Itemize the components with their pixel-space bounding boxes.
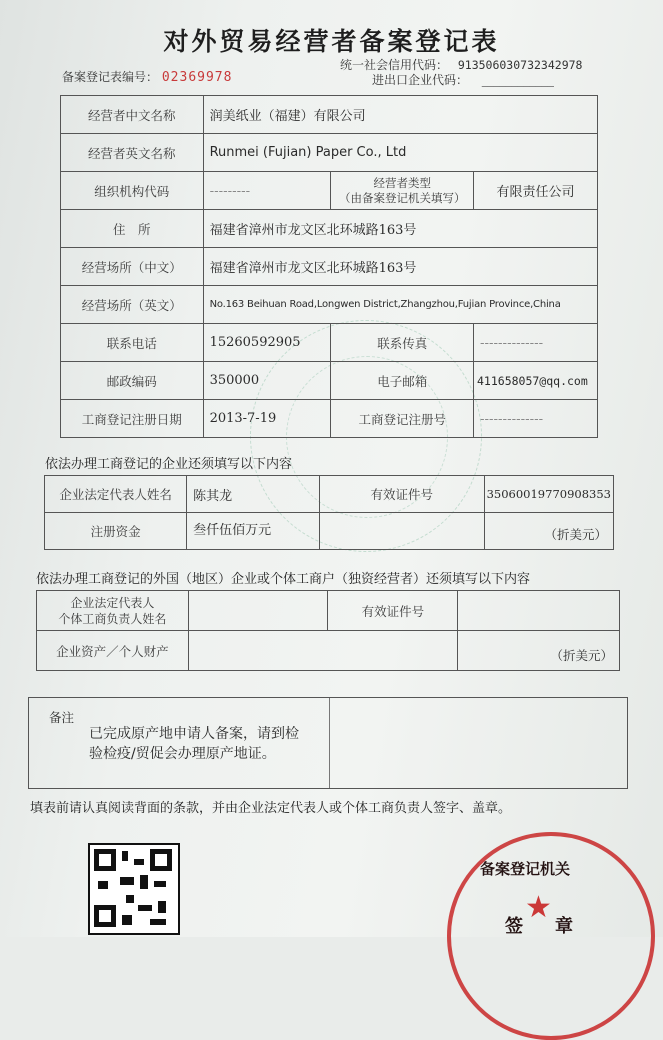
table-row	[61, 172, 598, 210]
qr-module	[126, 895, 134, 903]
qr-code-image	[88, 843, 180, 935]
remarks-label: 备注	[49, 710, 75, 725]
table-row	[61, 286, 598, 324]
operator-type-label-line2: （由备案登记机关填写）	[338, 190, 466, 205]
seal-stamp-char: 章	[555, 916, 573, 937]
table-row	[61, 362, 598, 400]
credit-code: 913506030732342978	[457, 58, 583, 72]
site-en-label: 经营场所（英文）	[61, 286, 204, 324]
email-value: 411658057@qq.com	[474, 362, 598, 400]
email-label: 电子邮箱	[331, 362, 474, 400]
reg-no-label: 工商登记注册号	[331, 400, 474, 438]
record-number-row	[62, 68, 232, 85]
remarks-text-line1: 已完成原产地申请人备案，请到检	[89, 726, 299, 742]
table-row	[37, 591, 620, 631]
record-number: 02369978	[161, 70, 233, 85]
qr-module	[140, 875, 148, 889]
site-cn-value: 福建省漳州市龙文区北环城路163号	[203, 248, 597, 286]
cert-no-value: 35060019770908353	[484, 476, 613, 513]
capital-label: 注册资金	[45, 513, 187, 550]
assets-usd-label: （折美元）	[458, 631, 620, 671]
assets-label: 企业资产／个人财产	[37, 631, 189, 671]
operator-type-value: 有限责任公司	[474, 172, 598, 210]
table-row	[61, 96, 598, 134]
reg-date-label: 工商登记注册日期	[61, 400, 204, 438]
remarks-divider	[329, 698, 330, 788]
main-info-table	[60, 95, 598, 438]
capital-value: 叁仟伍佰万元	[187, 513, 320, 550]
operator-type-label-line1: 经营者类型	[373, 175, 431, 190]
qr-module	[122, 851, 128, 861]
table-row	[61, 248, 598, 286]
qr-module	[150, 919, 166, 925]
table-row	[37, 631, 620, 671]
ie-code-label: 进出口企业代码：	[372, 73, 469, 87]
address-value: 福建省漳州市龙文区北环城路163号	[203, 210, 597, 248]
enterprise-table	[44, 475, 614, 550]
operator-type-label	[331, 172, 474, 210]
foreign-rep-label-line2: 个体工商负责人姓名	[58, 611, 167, 626]
qr-module	[158, 901, 166, 913]
credit-code-label: 统一社会信用代码：	[340, 58, 449, 72]
table-row	[61, 324, 598, 362]
remarks-box	[28, 697, 628, 789]
ie-code: ____________	[481, 73, 554, 87]
capital-blank-cell	[319, 513, 484, 550]
table-row	[61, 400, 598, 438]
qr-module	[138, 905, 152, 911]
reg-no-value: --------------	[474, 400, 598, 438]
remarks-text-line2: 验检疫/贸促会办理原产地证。	[89, 746, 276, 762]
postcode-label: 邮政编码	[61, 362, 204, 400]
foreign-cert-label: 有效证件号	[328, 591, 458, 631]
cn-name-value: 润美纸业（福建）有限公司	[203, 96, 597, 134]
foreign-rep-label	[37, 591, 189, 631]
capital-usd-label: （折美元）	[484, 513, 613, 550]
section2-heading: 依法办理工商登记的外国（地区）企业或个体工商户（独资经营者）还须填写以下内容	[36, 572, 531, 587]
phone-label: 联系电话	[61, 324, 204, 362]
legal-rep-name: 陈其龙	[187, 476, 320, 513]
qr-module	[134, 859, 144, 865]
site-en-value: No.163 Beihuan Road,Longwen District,Zhangzhou,Fujian Province,China	[203, 286, 597, 324]
cn-name-label: 经营者中文名称	[61, 96, 204, 134]
foreign-enterprise-table	[36, 590, 620, 671]
foreign-rep-value	[188, 591, 328, 631]
qr-module	[154, 881, 166, 887]
qr-finder	[94, 849, 116, 871]
org-code-value: ---------	[203, 172, 331, 210]
document-title: 对外贸易经营者备案登记表	[163, 27, 500, 56]
qr-finder	[94, 905, 116, 927]
seal-authority-label: 备案登记机关	[480, 860, 571, 878]
assets-value	[188, 631, 458, 671]
table-row	[45, 513, 614, 550]
site-cn-label: 经营场所（中文）	[61, 248, 204, 286]
cert-no-label: 有效证件号	[319, 476, 484, 513]
remarks-text	[89, 724, 299, 764]
postcode-value: 350000	[203, 362, 331, 400]
fax-label: 联系传真	[331, 324, 474, 362]
phone-value: 15260592905	[203, 324, 331, 362]
legal-rep-label: 企业法定代表人姓名	[45, 476, 187, 513]
qr-module	[122, 915, 132, 925]
fax-value: --------------	[474, 324, 598, 362]
qr-finder	[150, 849, 172, 871]
qr-module	[120, 877, 134, 885]
record-number-label: 备案登记表编号：	[62, 70, 159, 84]
en-name-value: Runmei (Fujian) Paper Co., Ltd	[203, 134, 597, 172]
table-row	[45, 476, 614, 513]
table-row	[61, 210, 598, 248]
foreign-cert-value	[458, 591, 620, 631]
table-row	[61, 134, 598, 172]
qr-module	[98, 881, 108, 889]
ie-code-row	[372, 71, 554, 88]
seal-sign-char: 签	[505, 916, 523, 937]
reg-date-value: 2013-7-19	[203, 400, 331, 438]
en-name-label: 经营者英文名称	[61, 134, 204, 172]
org-code-label: 组织机构代码	[61, 172, 204, 210]
footer-note: 填表前请认真阅读背面的条款，并由企业法定代表人或个体工商负责人签字、盖章。	[30, 801, 512, 816]
address-label: 住 所	[61, 210, 204, 248]
section1-heading: 依法办理工商登记的企业还须填写以下内容	[45, 457, 293, 472]
foreign-rep-label-line1: 企业法定代表人	[70, 595, 155, 610]
seal-star-icon: ★	[525, 890, 552, 925]
